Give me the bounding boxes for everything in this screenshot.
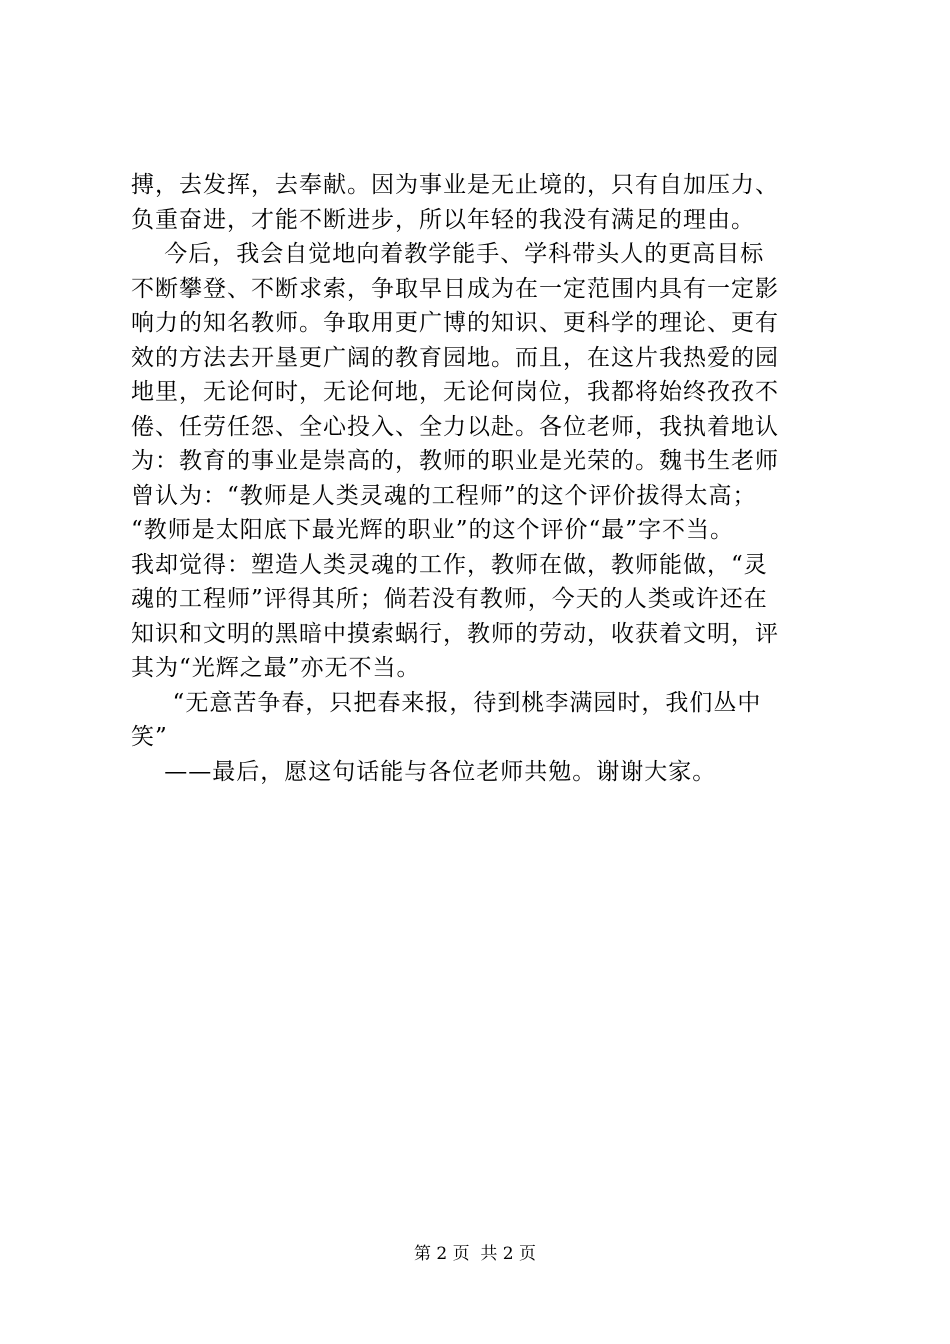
body-text [131,168,831,789]
text-line: 我却觉得：塑造人类灵魂的工作，教师在做，教师能做，“灵 [131,551,768,578]
quote-line: 笑” [131,724,168,750]
text-line: “教师是太阳底下最光辉的职业”的这个评价“最”字不当。 [131,517,735,543]
text-line: 知识和文明的黑暗中摸索蜗行，教师的劳动，收获着文明，评 [131,620,779,647]
text-line: 倦、任劳任怨、全心投入、全力以赴。各位老师，我执着地认 [131,413,779,440]
closing-line: ——最后，愿这句话能与各位老师共勉。谢谢大家。 [131,758,717,785]
text-line: 为：教育的事业是崇高的，教师的职业是光荣的。魏书生老师 [131,448,779,474]
text-line: 魂的工程师”评得其所；倘若没有教师，今天的人类或许还在 [131,586,768,612]
text-line: 曾认为：“教师是人类灵魂的工程师”的这个评价拔得太高； [131,482,757,509]
quote-line: “无意苦争春，只把春来报，待到桃李满园时，我们丛中 [131,689,762,716]
text-line: 搏，去发挥，去奉献。因为事业是无止境的，只有自加压力、 [131,172,779,198]
text-line: 响力的知名教师。争取用更广博的知识、更科学的理论、更有 [131,310,779,336]
text-line: 地里，无论何时，无论何地，无论何岗位，我都将始终孜孜不 [131,379,779,405]
text-line: 今后，我会自觉地向着教学能手、学科带头人的更高目标 [131,241,765,267]
text-line: 效的方法去开垦更广阔的教育园地。而且，在这片我热爱的园 [131,344,779,371]
text-line: 不断攀登、不断求索，争取早日成为在一定范围内具有一定影 [131,275,779,302]
text-line: 其为“光辉之最”亦无不当。 [131,655,421,681]
text-line: 负重奋进，才能不断进步，所以年轻的我没有满足的理由。 [131,206,755,233]
page-footer: 第 2 页 共 2 页 [413,1244,537,1264]
